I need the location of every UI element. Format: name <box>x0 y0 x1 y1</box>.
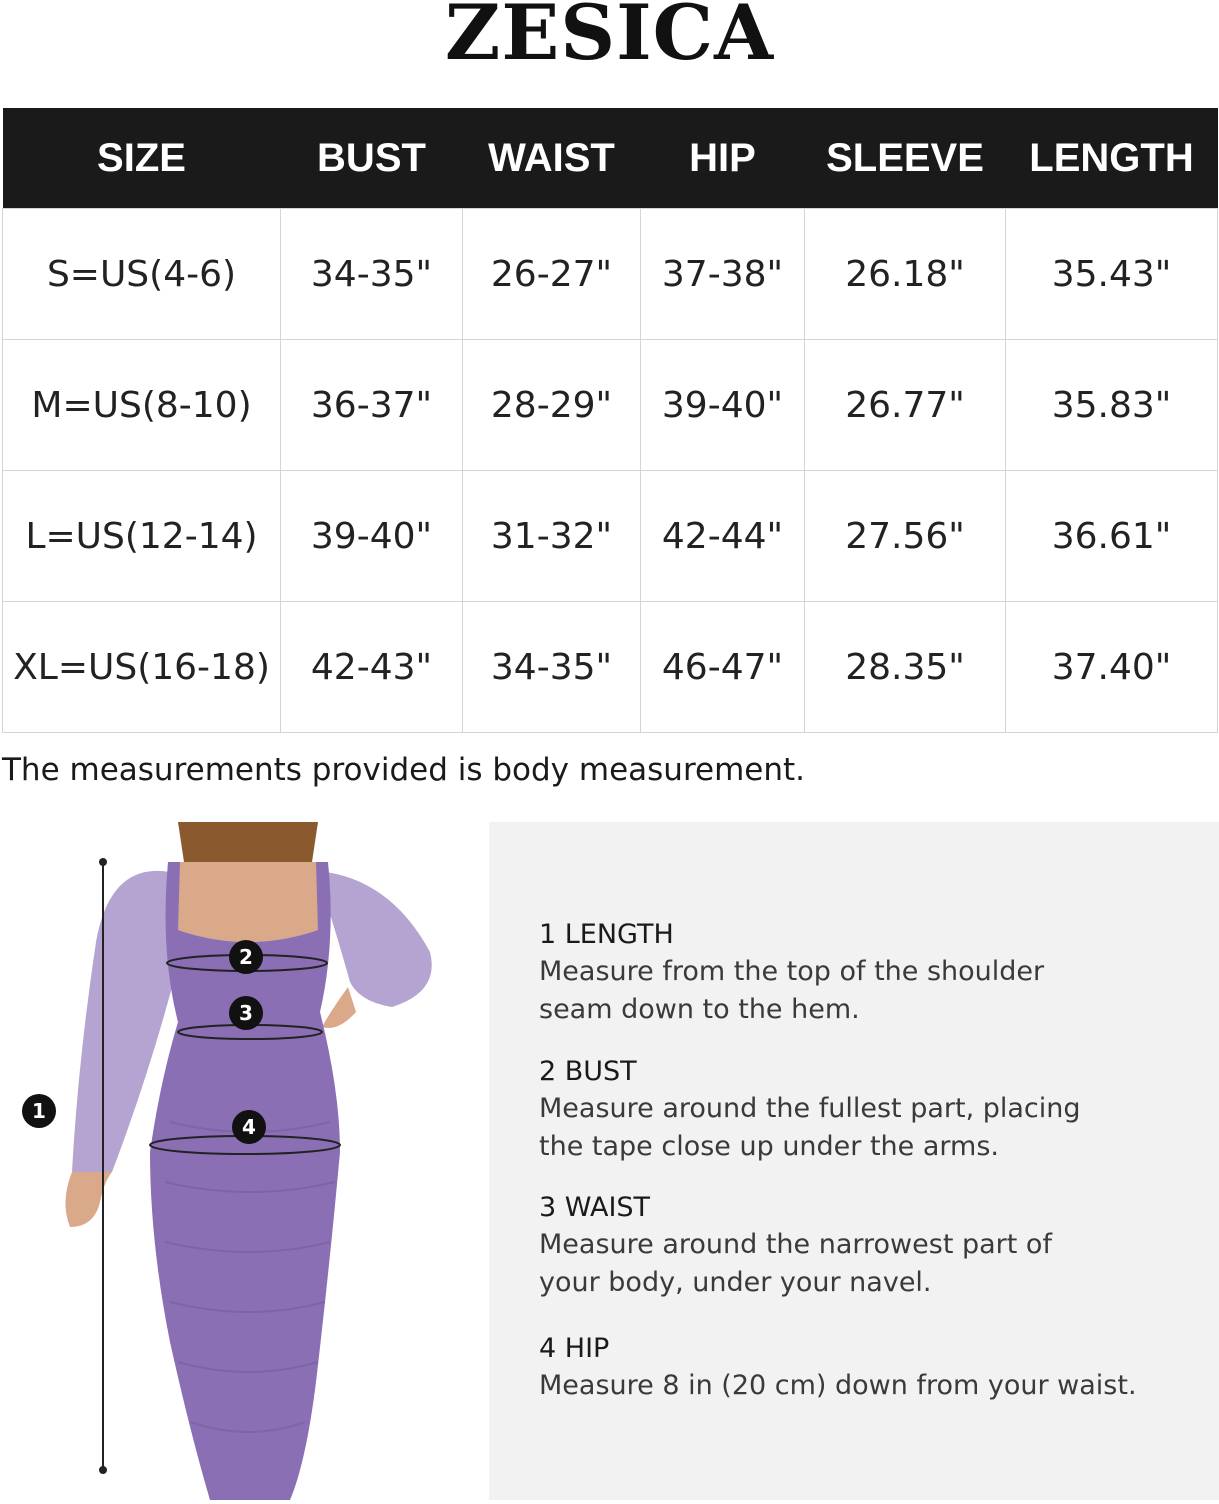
waist-cell: 26-27" <box>463 209 641 340</box>
table-row <box>3 471 1218 602</box>
size-cell: M=US(8-10) <box>3 340 281 471</box>
measurement-guide <box>489 822 1219 1500</box>
right-sleeve <box>326 872 432 1007</box>
length-cell: 35.43" <box>1006 209 1218 340</box>
table-header-row <box>3 108 1218 209</box>
brand-logo: ZESICA <box>444 0 775 77</box>
bust-cell: 34-35" <box>281 209 463 340</box>
hip-cell: 42-44" <box>641 471 805 602</box>
right-hand <box>322 987 356 1028</box>
marker-2-label: 2 <box>239 945 253 969</box>
guide-desc-line: Measure around the narrowest part of <box>539 1229 1052 1260</box>
size-cell: XL=US(16-18) <box>3 602 281 733</box>
guide-desc-line: Measure 8 in (20 cm) down from your waist. <box>539 1370 1137 1401</box>
sleeve-cell: 28.35" <box>805 602 1006 733</box>
skin-shape <box>168 862 328 942</box>
waist-cell: 31-32" <box>463 471 641 602</box>
guide-bust <box>539 1055 1199 1165</box>
marker-1 <box>22 1094 56 1128</box>
length-cell: 35.83" <box>1006 340 1218 471</box>
hip-cell: 39-40" <box>641 340 805 471</box>
guide-desc-line: the tape close up under the arms. <box>539 1131 999 1162</box>
bust-cell: 36-37" <box>281 340 463 471</box>
dress-figure <box>0 822 490 1500</box>
length-top-dot <box>99 858 107 866</box>
guide-title: 2 BUST <box>539 1056 637 1087</box>
bust-cell: 39-40" <box>281 471 463 602</box>
guide-desc-line: Measure around the fullest part, placing <box>539 1093 1081 1124</box>
header-length: LENGTH <box>1006 108 1218 209</box>
guide-desc-line: Measure from the top of the shoulder <box>539 956 1045 987</box>
length-cell: 36.61" <box>1006 471 1218 602</box>
dress-illustration <box>0 822 490 1500</box>
size-chart-table <box>2 108 1218 733</box>
sleeve-cell: 27.56" <box>805 471 1006 602</box>
header-hip: HIP <box>641 108 805 209</box>
header-waist: WAIST <box>463 108 641 209</box>
size-cell: S=US(4-6) <box>3 209 281 340</box>
waist-cell: 34-35" <box>463 602 641 733</box>
measurement-note: The measurements provided is body measurement. <box>2 752 806 788</box>
table-row <box>3 602 1218 733</box>
marker-4 <box>232 1110 266 1144</box>
sleeve-cell: 26.77" <box>805 340 1006 471</box>
header-sleeve: SLEEVE <box>805 108 1006 209</box>
guide-waist <box>539 1191 1199 1301</box>
length-bottom-dot <box>99 1466 107 1474</box>
guide-title: 1 LENGTH <box>539 919 674 950</box>
header-size: SIZE <box>3 108 281 209</box>
marker-2 <box>229 940 263 974</box>
left-hand <box>65 1172 112 1227</box>
table-row <box>3 340 1218 471</box>
sleeve-cell: 26.18" <box>805 209 1006 340</box>
hip-cell: 37-38" <box>641 209 805 340</box>
marker-1-label: 1 <box>32 1099 46 1123</box>
guide-desc-line: seam down to the hem. <box>539 994 860 1025</box>
table-row <box>3 209 1218 340</box>
guide-hip <box>539 1332 1199 1404</box>
size-cell: L=US(12-14) <box>3 471 281 602</box>
guide-title: 4 HIP <box>539 1333 610 1364</box>
header-bust: BUST <box>281 108 463 209</box>
hip-cell: 46-47" <box>641 602 805 733</box>
waist-cell: 28-29" <box>463 340 641 471</box>
length-cell: 37.40" <box>1006 602 1218 733</box>
marker-3 <box>229 996 263 1030</box>
guide-length <box>539 918 1199 1028</box>
marker-3-label: 3 <box>239 1001 253 1025</box>
guide-title: 3 WAIST <box>539 1192 651 1223</box>
guide-desc-line: your body, under your navel. <box>539 1267 932 1298</box>
marker-4-label: 4 <box>242 1115 256 1139</box>
bust-cell: 42-43" <box>281 602 463 733</box>
